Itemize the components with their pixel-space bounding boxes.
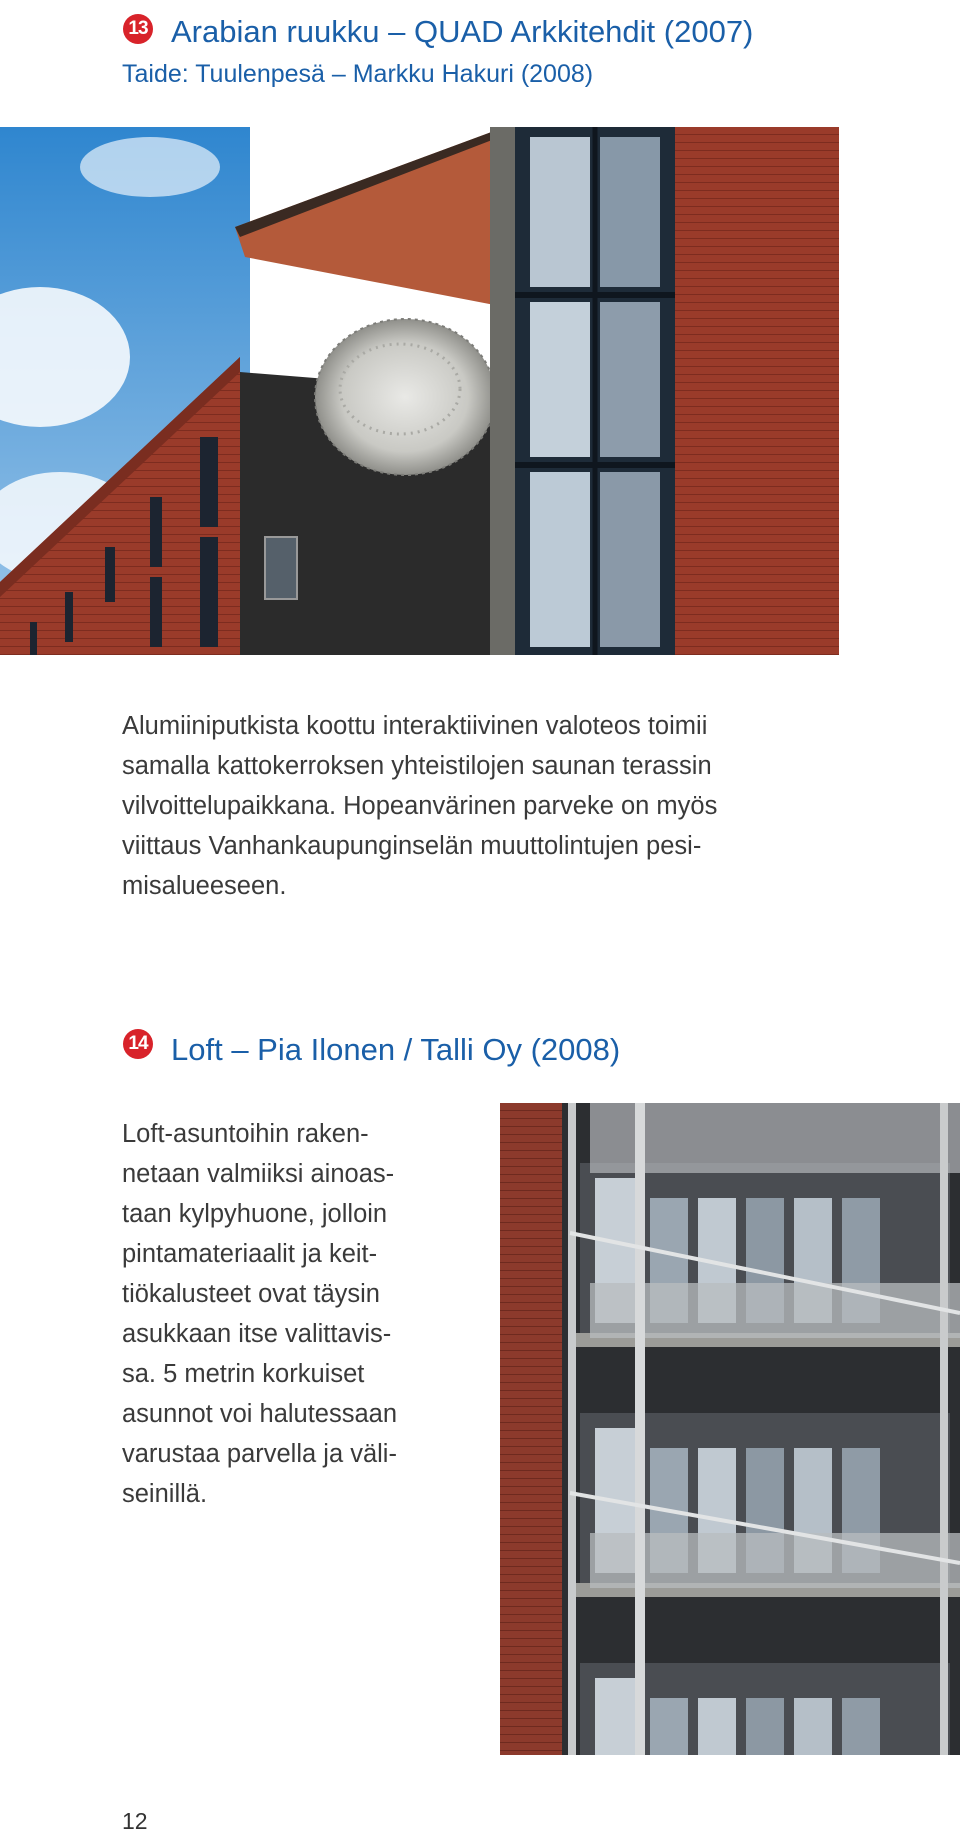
building-photo-loft (500, 1103, 960, 1755)
paragraph-line: Loft-asuntoihin raken- (122, 1120, 369, 1148)
paragraph-line: seinillä. (122, 1480, 208, 1508)
paragraph-line: Alumiiniputkista koottu interaktiivinen valoteos toimii (122, 712, 708, 740)
paragraph-line: sa. 5 metrin korkuiset (122, 1360, 365, 1388)
paragraph-line: samalla kattokerroksen yhteistilojen saunan terassin (122, 752, 712, 780)
paragraph-line: misalueeseen. (122, 872, 287, 900)
page-number: 12 (122, 1808, 148, 1834)
paragraph-line: asunnot voi halutessaan (122, 1400, 398, 1428)
section-number: 13 (128, 18, 148, 39)
section-title: Loft – Pia Ilonen / Talli Oy (2008) (171, 1032, 621, 1067)
section-number-badge (123, 14, 153, 44)
section-title: Arabian ruukku – QUAD Arkkitehdit (2007) (171, 14, 754, 49)
paragraph-line: varustaa parvella ja väli- (122, 1440, 397, 1468)
building-photo-nest (0, 127, 839, 655)
section-number: 14 (128, 1033, 148, 1054)
section-subtitle: Taide: Tuulenpesä – Markku Hakuri (2008) (122, 60, 594, 88)
paragraph-line: netaan valmiiksi ainoas- (122, 1160, 395, 1188)
paragraph-line: asukkaan itse valittavis- (122, 1320, 392, 1348)
section-number-badge (123, 1029, 153, 1059)
paragraph-line: viittaus Vanhankaupunginselän muuttolintujen pesi- (122, 832, 702, 860)
paragraph-line: vilvoittelupaikkana. Hopeanvärinen parveke on myös (122, 792, 718, 820)
section-13-paragraph (122, 706, 842, 906)
paragraph-line: pintamateriaalit ja keit- (122, 1240, 378, 1268)
paragraph-line: tiökalusteet ovat täysin (122, 1280, 380, 1308)
section-14-paragraph (122, 1114, 467, 1514)
paragraph-line: taan kylpyhuone, jolloin (122, 1200, 388, 1228)
